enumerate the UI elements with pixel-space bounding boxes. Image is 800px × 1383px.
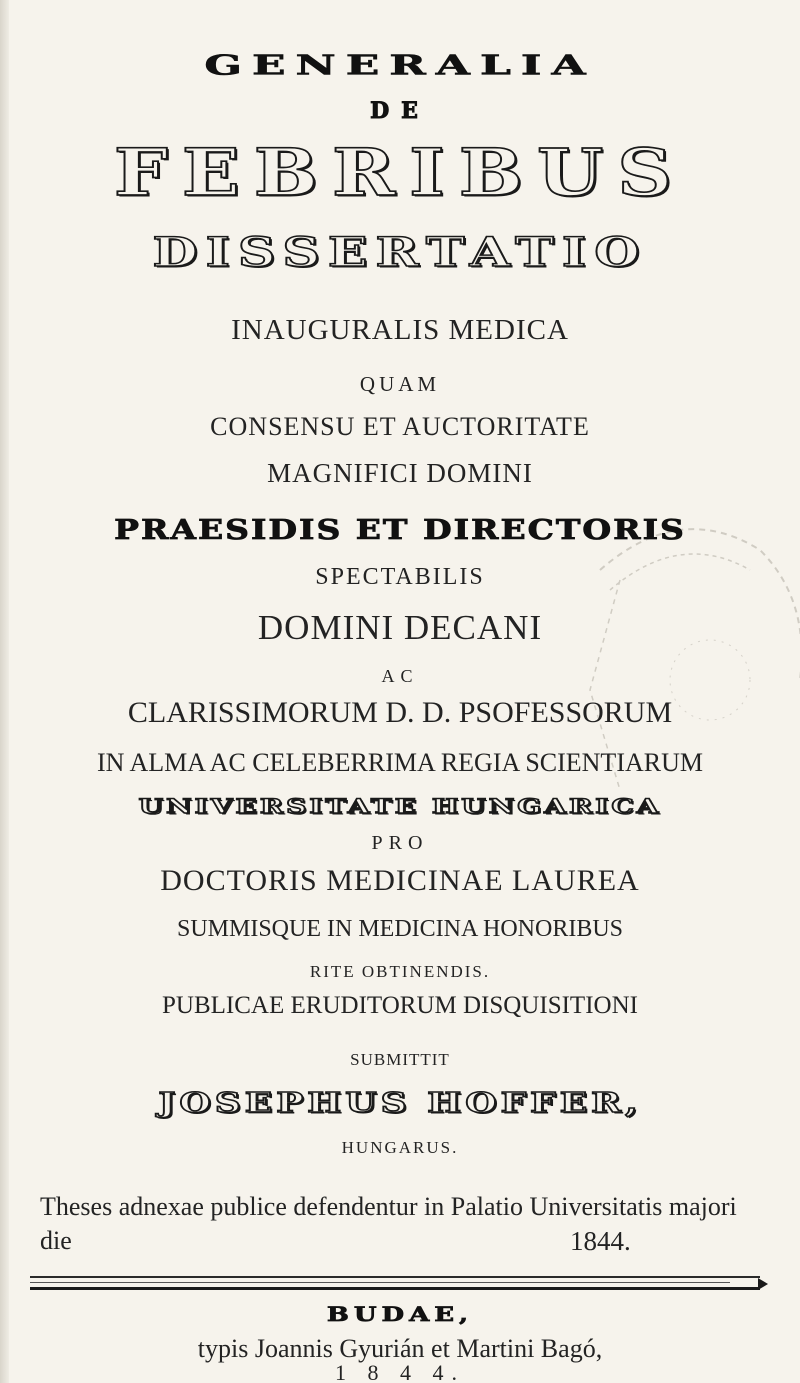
text-magnifici: MAGNIFICI DOMINI — [267, 458, 533, 488]
text-rite: RITE OBTINENDIS. — [309, 962, 491, 981]
text-pro: PRO — [371, 832, 429, 854]
text-domini-decani: DOMINI DECANI — [257, 608, 543, 647]
text-submittit: SUBMITTIT — [350, 1050, 450, 1069]
imprint-city: BUDAE, — [326, 1303, 474, 1327]
author-name: JOSEPHUS HOFFER, — [158, 1087, 642, 1119]
theses-year: 1844. — [570, 1226, 631, 1256]
theses-note: Theses adnexae publice defendentur in Palatio Universitatis majori die — [40, 1192, 737, 1255]
text-alma: IN ALMA AC CELEBERRIMA REGIA SCIENTIARUM — [97, 748, 703, 777]
title-generalia: GENERALIA — [204, 49, 596, 82]
text-spectabilis: SPECTABILIS — [315, 564, 485, 590]
text-quam: QUAM — [359, 372, 441, 396]
title-dissertatio: DISSERTATIO — [152, 228, 648, 277]
imprint-year: 1 8 4 4. — [335, 1360, 465, 1383]
text-consensu: CONSENSU ET AUCTORITATE — [210, 412, 590, 441]
text-ac: AC — [381, 666, 419, 686]
divider-rule-thin — [30, 1282, 730, 1283]
subtitle-inauguralis: INAUGURALIS MEDICA — [231, 314, 569, 346]
author-origin: HUNGARUS. — [341, 1138, 459, 1157]
divider-rule — [30, 1276, 760, 1278]
text-publicae: PUBLICAE ERUDITORUM DISQUISITIONI — [162, 992, 638, 1019]
text-clarissimorum: CLARISSIMORUM D. D. PSOFESSORUM — [127, 696, 673, 729]
text-universitate: UNIVERSITATE HUNGARICA — [138, 794, 662, 819]
text-praesidis: PRAESIDIS ET DIRECTORIS — [114, 513, 686, 546]
text-summisque: SUMMISQUE IN MEDICINA HONORIBUS — [176, 916, 624, 942]
title-de: DE — [370, 98, 430, 124]
title-febribus: FEBRIBUS — [113, 134, 687, 211]
text-doctoris: DOCTORIS MEDICINAE LAUREA — [160, 864, 640, 897]
divider-rule-thick — [30, 1287, 760, 1290]
rule-arrow-icon — [758, 1278, 768, 1290]
imprint-printer: typis Joannis Gyurián et Martini Bagó, — [197, 1334, 603, 1363]
